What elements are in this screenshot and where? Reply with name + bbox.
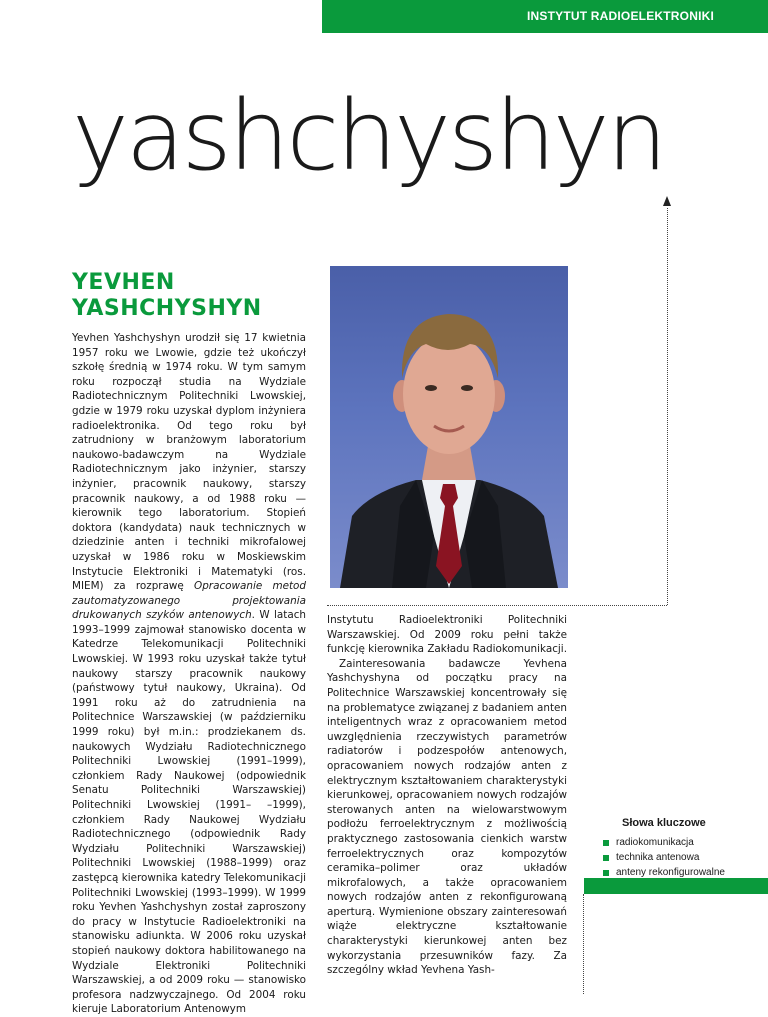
portrait-photo bbox=[330, 266, 568, 588]
keyword-label: technika antenowa bbox=[616, 852, 700, 863]
dotted-line-vertical bbox=[667, 208, 668, 605]
keyword-label: anteny rekonfigurowalne bbox=[616, 867, 725, 878]
biography-column-2 bbox=[327, 613, 567, 978]
dissertation-title: Opracowanie metod zautomatyzowanego projektowania drukowanych szyków antenowych bbox=[72, 580, 306, 622]
biography-column-1 bbox=[72, 331, 306, 1017]
keywords-list bbox=[603, 835, 725, 880]
big-surname-title: yashchyshyn bbox=[72, 80, 665, 192]
arrow-up-icon bbox=[663, 196, 671, 206]
bio-text-part2: . W latach 1993–1999 zajmował stanowisko docenta w Katedrze Telekomunikacji Politechniki Lwowskiej. W 1993 roku uzyskał także tytuł naukowy starszy pracownik naukowy (państwowy tytuł naukowy, Ukraina). Od 1991 roku aż do zatrudnienia na Politechnice Warszawskiej (w październiku 1999 roku) był m.in.: prodziekanem ds. naukowych Wydziału Radiotechnicznego Politechniki Lwowskiej (1991–1999), członkiem Rady Naukowej (odpowiednik Senatu Politechniki Warszawskiej) Politechniki Lwowskiej (1991– –1999), członkiem Rady Naukowej Wydziału Radiotechnicznego (odpowiednik Rady Wydziału Politechniki Warszawskiej) Politechniki Lwowskiej (1988–1999) oraz zastępcą kierownika katedry Telekomunikacji Politechniki Lwowskiej (1993–1999). W 1999 roku Yevhen Yashchyshyn został zaproszony do pracy w Instytucie Radioelektroniki na stanowisku adiunkta. W 2006 roku uzyskał stopień naukowy doktora habilitowanego na Wydziale Elektroniki Politechniki Warszawskiej, a od 2009 roku — stanowisko profesora nadzwyczajnego. Od 2004 roku kieruje Laboratorium Antenowym bbox=[72, 609, 306, 1016]
person-last-name: YASHCHYSHYN bbox=[72, 296, 262, 321]
header-institute-label: INSTYTUT RADIOELEKTRONIKI bbox=[527, 9, 714, 23]
keyword-item bbox=[603, 850, 725, 865]
bullet-square-icon bbox=[603, 840, 609, 846]
dotted-line-vertical-bottom bbox=[583, 894, 584, 994]
bullet-square-icon bbox=[603, 870, 609, 876]
footer-accent-bar bbox=[584, 878, 768, 894]
bullet-square-icon bbox=[603, 855, 609, 861]
biography-paragraph bbox=[72, 331, 306, 1017]
keyword-label: radiokomunikacja bbox=[616, 837, 694, 848]
dotted-line-horizontal bbox=[327, 605, 667, 606]
header-bar bbox=[322, 0, 768, 33]
person-first-name: YEVHEN bbox=[72, 270, 175, 295]
bio-text-part1: Yevhen Yashchyshyn urodził się 17 kwietnia 1957 roku we Lwowie, gdzie też ukończył szkołę średnią w 1974 roku. W tym samym roku rozpoczął studia na Wydziale Radiotechnicznym Politechniki Lwowskiej, gdzie w 1979 roku uzyskał dyplom inżyniera radioelektronika. Od tego roku był zatrudniony w branżowym laboratorium naukowo-badawczym na Wydziale Radiotechnicznym jako inżynier, starszy inżynier, pracownik naukowy, starszy pracownik naukowy, a od 1988 roku — kierownik tego laboratorium. Stopień doktora (kandydata) nauk technicznych w dziedzinie anten i techniki mikrofalowej uzyskał w 1986 roku w Moskiewskim Instytucie Elektroniki i Matematyki (ros. MIEM) za rozprawę bbox=[72, 332, 306, 593]
biography-paragraph-continued: Instytutu Radioelektroniki Politechniki Warszawskiej. Od 2009 roku pełni także funkcję kierownika Zakładu Radiokomunikacji. bbox=[327, 614, 567, 656]
keyword-item bbox=[603, 835, 725, 850]
research-interests-paragraph: Zainteresowania badawcze Yevhena Yashchyshyna od początku pracy na Politechnice Warszawskiej koncentrowały się na problematyce związanej z badaniem anten inteligentnych wraz z opracowaniem metod uwzględnienia rzeczywistych parametrów radiatorów i podzespołów antenowych, opracowaniem nowych rodzajów anten z elektrycznym kształtowaniem charakterystyki kierunkowej, opracowaniem nowych rodzajów sterowanych anten na wielowarstwowym podłożu ferroelektrycznym z możliwością praktycznego zastosowania cienkich warstw ferroelektrycznych oraz kompozytów ceramika–polimer oraz układów mikrofalowych, a także opracowaniem nowych rodzajów anten z rekonfigurowaną aperturą. Wymienione obszary zainteresowań wiąże elektryczne kształtowanie charakterystyki kierunkowej anten bez wykorzystania przesuwników fazy. Za szczególny wkład Yevhena Yash- bbox=[327, 657, 567, 977]
person-name-heading bbox=[72, 270, 262, 322]
keywords-title: Słowa kluczowe bbox=[622, 817, 706, 829]
portrait-illustration bbox=[330, 266, 568, 588]
